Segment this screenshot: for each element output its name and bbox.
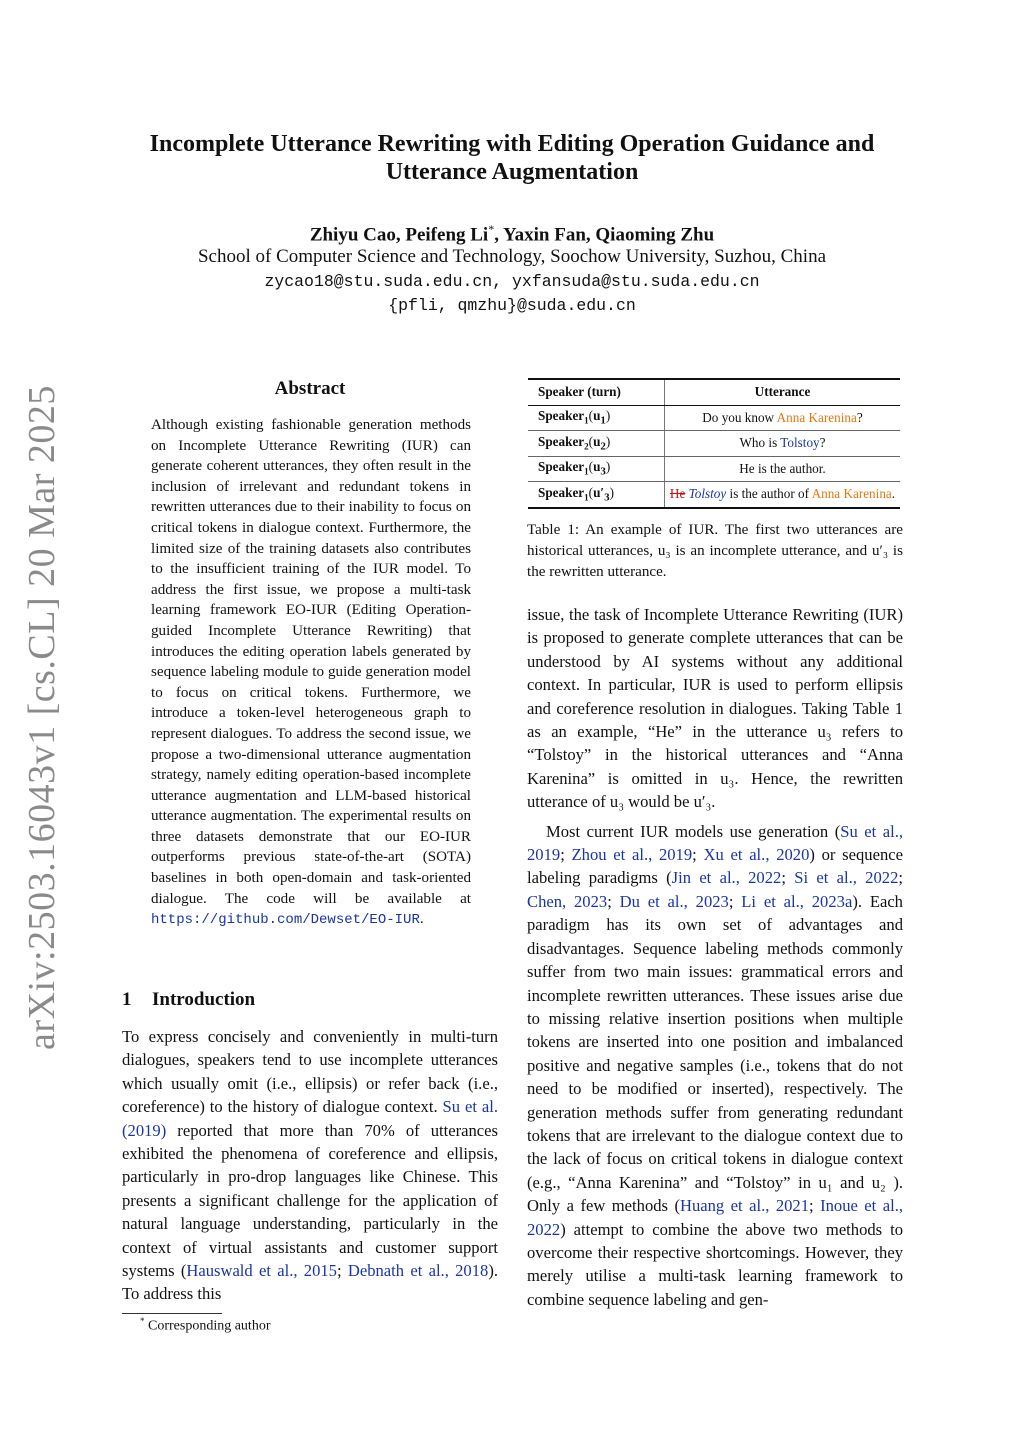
- author-list: [100, 222, 924, 246]
- email-line-2: {pfli, qmzhu}@suda.edu.cn: [388, 296, 636, 315]
- speaker-label: Speaker$_1$: [538, 408, 589, 427]
- speaker-cell: $Speaker_1(u_1)$: [528, 405, 665, 431]
- email-line-1: zycao18@stu.suda.edu.cn, yxfansuda@stu.suda.edu.cn: [264, 272, 760, 291]
- abstract-end: .: [419, 911, 424, 928]
- abstract-text: [151, 415, 471, 931]
- intro-text-c: ). To address this: [122, 1261, 498, 1304]
- example-table: [528, 378, 900, 509]
- section-number: 1: [122, 989, 132, 1010]
- utterance-cell: He is the author.: [665, 456, 901, 482]
- footnote-text: Corresponding author: [148, 1318, 271, 1334]
- citation-link[interactable]: Xu et al., 2020: [703, 845, 810, 865]
- right-column-text: [527, 603, 903, 1311]
- citation-link[interactable]: Huang et al., 2021: [679, 1196, 810, 1216]
- author-names-rest: , Yaxin Fan, Qiaoming Zhu: [494, 224, 715, 246]
- arxiv-identifier-stamp: arXiv:2503.16043v1 [cs.CL] 20 Mar 2025: [21, 385, 63, 1050]
- citation-separator: ;: [336, 1261, 348, 1281]
- abstract-paragraph: Although existing fashionable generation methods on Incomplete Utterance Rewriting (IUR) can generate coherent utterances, they often result in the inclusion of irrelevant and redundant tokens in rewritten utterances due to their inability to focus on critical tokens in dialogue context. Furthermore, the limited size of the training datasets also contributes to the insufficient training of the IUR model. To address the first issue, we propose a multi-task learning framework EO-IUR (Editing Operation-guided Incomplete Utterance Rewriting) that introduces the editing operation labels generated by sequence labeling module to guide generation model to focus on critical tokens. Furthermore, we introduce a token-level heterogeneous graph to represent dialogues. To address the second issue, we propose a two-dimensional utterance augmentation strategy, namely editing operation-based incomplete utterance augmentation and LLM-based historical utterance augmentation. The experimental results on three datasets demonstrate that our EO-IUR outperforms previous state-of-the-art (SOTA) baselines in both open-domain and task-oriented dialogue. The code will be available at: [151, 417, 471, 907]
- citation-link[interactable]: Su et al., 2019: [527, 821, 903, 865]
- speaker-cell: $Speaker_1(u_3)$: [528, 456, 665, 482]
- author-names-first: Zhiyu Cao, Peifeng Li: [309, 224, 489, 246]
- citation-link[interactable]: Chen, 2023: [527, 891, 608, 911]
- speaker-cell: $Speaker_2(u_2)$: [528, 431, 665, 457]
- table-row: [528, 405, 900, 431]
- paper-title: Incomplete Utterance Rewriting with Editing Operation Guidance and Utterance Augmentation: [149, 131, 875, 185]
- table-header-speaker: Speaker (turn): [528, 379, 665, 405]
- paragraph: Most current IUR models use generation (Su et al., 2019; Zhou et al., 2019; Xu et al., 2020) or sequence labeling paradigms (Jin et al., 2022; Si et al., 2022; Chen, 2023; Du et al., 2023; Li et al., 2023a). Each paradigm has its own set of advantages and disadvantages. Sequence labeling methods commonly suffer from two main issues: grammatical errors and incomplete rewritten utterances. These issues arise due to missing relative insertion positions when multiple tokens are inserted into one position and imbalanced positive and negative samples (i.e., tokens that do not need to be modified or inserted), respectively. The generation methods suffer from generating redundant tokens that are irrelevant to the dialogue context due to the lack of focus on critical tokens in dialogue context (e.g., “Anna Karenina” and “Tolstoy” in u₁ and u₂ ). Only a few methods (Huang et al., 2021; Inoue et al., 2022) attempt to combine the above two methods to overcome their respective shortcomings. However, they merely utilise a multi-task learning framework to combine sequence labeling and gen-: [527, 821, 904, 1309]
- citation-link[interactable]: Hauswald et al., 2015: [186, 1261, 337, 1281]
- footnote: [140, 1316, 270, 1335]
- table-row: [528, 456, 900, 482]
- paragraph: issue, the task of Incomplete Utterance Rewriting (IUR) is proposed to generate complete utterances that can be understood by AI systems without any additional context. In particular, IUR is used to perform ellipsis and coreference resolution in dialogues. Taking Table 1 as an example, “He” in the utterance u₃ refers to “Tolstoy” in the historical utterances and “Anna Karenina” is omitted in u₃. Hence, the rewritten utterance of u₃ would be u′₃.: [527, 605, 903, 812]
- speaker-cell: $Speaker_1(u'_3)$: [528, 482, 665, 508]
- speaker-label: Speaker$_2$: [538, 433, 589, 452]
- section-heading-introduction: [122, 989, 255, 1011]
- section-title: Introduction: [152, 989, 256, 1010]
- abstract-heading: Abstract: [274, 378, 346, 399]
- footnote-mark: *: [140, 1316, 145, 1326]
- citation-link[interactable]: Li et al., 2023a: [741, 891, 853, 911]
- citation-link[interactable]: Su et al. (2019): [122, 1097, 499, 1140]
- table-header-row: [528, 379, 900, 405]
- utterance-cell: Who is Tolstoy?: [665, 431, 901, 457]
- highlight-entity: Anna Karenina: [776, 409, 857, 425]
- citation-link[interactable]: Du et al., 2023: [619, 891, 729, 911]
- corresponding-author-mark: *: [488, 222, 495, 236]
- citation-link[interactable]: Si et al., 2022: [794, 868, 899, 888]
- highlight-entity: Tolstoy: [780, 435, 820, 451]
- table-header-utterance: Utterance: [665, 379, 901, 405]
- table-row: [528, 482, 900, 508]
- inserted-token: Tolstoy: [688, 486, 727, 502]
- table-caption: Table 1: An example of IUR. The first two utterances are historical utterances, u₃ is an incomplete utterance, and u′₃ is the rewritten utterance.: [527, 522, 903, 580]
- footnote-rule: [122, 1313, 222, 1314]
- utterance-cell: He Tolstoy is the author of Anna Karenina.: [665, 482, 901, 508]
- citation-link[interactable]: Zhou et al., 2019: [571, 845, 693, 865]
- introduction-paragraph: [122, 1025, 498, 1306]
- code-url-link[interactable]: https://github.com/Dewset/EO-IUR: [151, 912, 420, 929]
- intro-text-a: To express concisely and conveniently in multi-turn dialogues, speakers tend to use incomplete utterances which usually omit (i.e., ellipsis) or refer back (i.e., coreference) to the history of dialogue context.: [122, 1027, 498, 1117]
- highlight-entity: Anna Karenina: [811, 486, 892, 502]
- citation-link[interactable]: Inoue et al., 2022: [527, 1196, 904, 1239]
- table-row: [528, 431, 900, 457]
- speaker-label: Speaker$_1$: [538, 459, 589, 478]
- citation-link[interactable]: Jin et al., 2022: [671, 868, 782, 888]
- utterance-cell: Do you know Anna Karenina?: [665, 405, 901, 431]
- deleted-token: He: [669, 486, 686, 502]
- citation-link[interactable]: Debnath et al., 2018: [347, 1261, 489, 1281]
- intro-text-b: reported that more than 70% of utterances exhibited the phenomena of coreference and ellipsis, particularly in pro-drop languages like Chinese. This presents a significant challenge for the application of natural language understanding, particularly in the context of virtual assistants and customer support systems (: [122, 1120, 498, 1281]
- affiliation: School of Computer Science and Technology, Soochow University, Suzhou, China: [197, 246, 827, 267]
- speaker-label: Speaker$_1$: [538, 484, 589, 503]
